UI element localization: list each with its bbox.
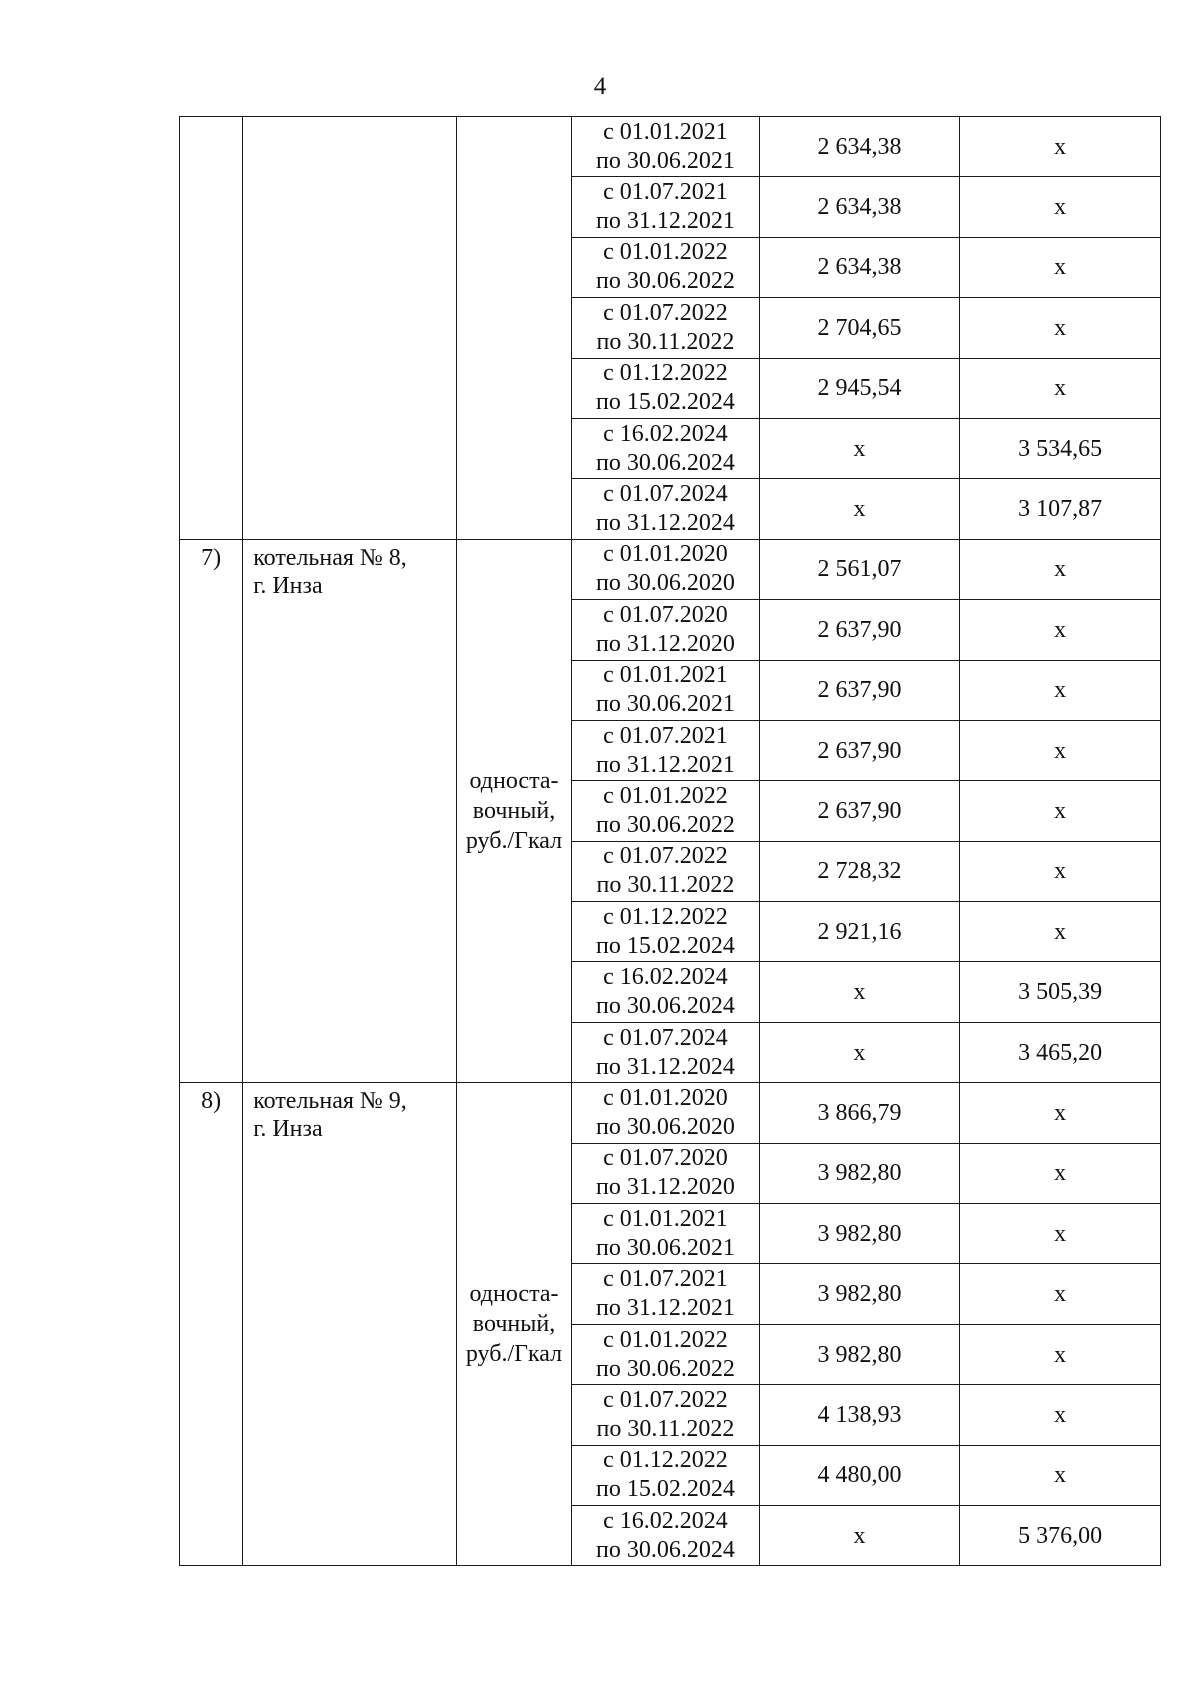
period-from: с 01.01.2021: [603, 1205, 728, 1232]
period-cell: [572, 600, 760, 660]
period-from: с 01.12.2022: [603, 1447, 728, 1474]
period-to: по 30.11.2022: [596, 1415, 735, 1442]
period-cell: [572, 660, 760, 720]
tariff-value-1-cell: 2 561,07: [759, 539, 960, 599]
tariff-value-2-cell: х: [960, 539, 1161, 599]
period-cell: [572, 479, 760, 539]
period-cell: [572, 117, 760, 177]
period-cell: [572, 237, 760, 297]
period-to: по 31.12.2024: [596, 1053, 735, 1080]
period-from: с 01.07.2024: [603, 481, 728, 508]
tariff-value-2-cell: х: [960, 1083, 1161, 1143]
period-cell: [572, 1505, 760, 1565]
tariff-value-1-cell: 2 728,32: [759, 841, 960, 901]
tariff-type-line: односта-: [469, 1281, 559, 1308]
period-from: с 01.01.2021: [603, 662, 728, 689]
tariff-value-1-cell: 2 637,90: [759, 720, 960, 780]
period-to: по 30.06.2021: [596, 691, 735, 718]
period-to: по 31.12.2021: [596, 1295, 735, 1322]
tariff-value-1-cell: х: [759, 1022, 960, 1082]
period-from: с 01.12.2022: [603, 903, 728, 930]
period-to: по 30.06.2020: [596, 570, 735, 597]
tariff-value-1-cell: 2 634,38: [759, 177, 960, 237]
tariff-value-1-cell: 2 945,54: [759, 358, 960, 418]
page-number: 4: [593, 73, 607, 100]
tariff-value-2-cell: х: [960, 298, 1161, 358]
tariff-type-line: руб./Гкал: [465, 827, 563, 854]
tariff-value-1-cell: 3 982,80: [759, 1264, 960, 1324]
tariff-value-2-cell: х: [960, 720, 1161, 780]
tariff-value-1-cell: 2 637,90: [759, 781, 960, 841]
period-from: с 01.01.2022: [603, 782, 728, 809]
tariff-value-2-cell: х: [960, 358, 1161, 418]
item-number-cell: [180, 117, 243, 540]
period-from: с 16.02.2024: [603, 964, 728, 991]
period-from: с 01.12.2022: [603, 360, 728, 387]
period-to: по 31.12.2020: [596, 1174, 735, 1201]
period-from: с 01.07.2022: [603, 299, 728, 326]
period-to: по 15.02.2024: [596, 932, 735, 959]
tariff-type-line: руб./Гкал: [465, 1341, 563, 1368]
tariff-value-1-cell: 3 982,80: [759, 1143, 960, 1203]
tariff-type-cell: [456, 539, 571, 1083]
period-to: по 30.11.2022: [596, 328, 735, 355]
period-from: с 01.01.2022: [603, 239, 728, 266]
period-from: с 16.02.2024: [603, 1507, 728, 1534]
period-cell: [572, 358, 760, 418]
period-cell: [572, 539, 760, 599]
tariff-value-2-cell: х: [960, 781, 1161, 841]
tariff-value-2-cell: 3 107,87: [960, 479, 1161, 539]
period-to: по 30.06.2022: [596, 1355, 735, 1382]
tariff-value-2-cell: х: [960, 600, 1161, 660]
tariff-value-2-cell: 3 505,39: [960, 962, 1161, 1022]
period-cell: [572, 418, 760, 478]
period-to: по 31.12.2024: [596, 510, 735, 537]
boiler-name-line: котельная № 9,: [253, 1088, 407, 1115]
period-to: по 30.06.2021: [596, 147, 735, 174]
tariff-value-2-cell: х: [960, 902, 1161, 962]
period-cell: [572, 962, 760, 1022]
period-cell: [572, 1143, 760, 1203]
period-to: по 30.06.2022: [596, 268, 735, 295]
period-to: по 15.02.2024: [596, 1476, 735, 1503]
boiler-name-cell: [243, 1083, 457, 1566]
table-row: [180, 1083, 1161, 1143]
period-to: по 31.12.2020: [596, 630, 735, 657]
period-from: с 01.01.2021: [603, 118, 728, 145]
period-cell: [572, 720, 760, 780]
period-from: с 01.01.2022: [603, 1326, 728, 1353]
period-to: по 30.06.2024: [596, 1536, 735, 1563]
tariff-value-1-cell: 3 866,79: [759, 1083, 960, 1143]
tariff-value-2-cell: х: [960, 1264, 1161, 1324]
tariff-value-2-cell: х: [960, 1204, 1161, 1264]
period-cell: [572, 902, 760, 962]
tariff-type-line: односта-: [469, 767, 559, 794]
period-cell: [572, 1083, 760, 1143]
tariff-value-2-cell: х: [960, 841, 1161, 901]
tariff-value-1-cell: 4 480,00: [759, 1445, 960, 1505]
boiler-name-cell: [243, 117, 457, 540]
table-row: [180, 539, 1161, 599]
tariff-value-2-cell: х: [960, 1445, 1161, 1505]
tariff-value-1-cell: х: [759, 1505, 960, 1565]
period-cell: [572, 177, 760, 237]
period-cell: [572, 1385, 760, 1445]
tariff-type-line: вочный,: [472, 1311, 556, 1338]
boiler-name-cell: [243, 539, 457, 1083]
period-to: по 30.06.2022: [596, 811, 735, 838]
tariff-type-cell: [456, 1083, 571, 1566]
table-row: [180, 117, 1161, 177]
tariff-value-2-cell: х: [960, 660, 1161, 720]
period-from: с 01.07.2024: [603, 1024, 728, 1051]
period-to: по 30.06.2024: [596, 993, 735, 1020]
period-from: с 01.01.2020: [603, 1084, 728, 1111]
period-cell: [572, 1445, 760, 1505]
tariff-value-1-cell: х: [759, 479, 960, 539]
period-cell: [572, 841, 760, 901]
item-number-cell: 8): [180, 1083, 243, 1566]
period-from: с 16.02.2024: [603, 420, 728, 447]
period-from: с 01.07.2022: [603, 1386, 728, 1413]
tariff-value-1-cell: 2 634,38: [759, 237, 960, 297]
tariff-type-cell: [456, 117, 571, 540]
period-from: с 01.07.2021: [603, 179, 728, 206]
period-from: с 01.07.2022: [603, 843, 728, 870]
tariff-type-line: вочный,: [472, 797, 556, 824]
period-from: с 01.07.2021: [603, 1266, 728, 1293]
tariff-value-1-cell: 2 921,16: [759, 902, 960, 962]
tariff-value-1-cell: 3 982,80: [759, 1204, 960, 1264]
period-from: с 01.07.2020: [603, 601, 728, 628]
tariff-value-1-cell: х: [759, 418, 960, 478]
period-to: по 30.06.2021: [596, 1234, 735, 1261]
period-cell: [572, 781, 760, 841]
tariff-value-1-cell: х: [759, 962, 960, 1022]
period-cell: [572, 1264, 760, 1324]
tariff-value-1-cell: 3 982,80: [759, 1324, 960, 1384]
period-to: по 15.02.2024: [596, 389, 735, 416]
tariff-value-1-cell: 4 138,93: [759, 1385, 960, 1445]
period-cell: [572, 1324, 760, 1384]
period-to: по 31.12.2021: [596, 751, 735, 778]
tariff-value-1-cell: 2 634,38: [759, 117, 960, 177]
period-from: с 01.01.2020: [603, 541, 728, 568]
item-number-cell: 7): [180, 539, 243, 1083]
period-to: по 30.06.2024: [596, 449, 735, 476]
period-to: по 31.12.2021: [596, 208, 735, 235]
boiler-name-line: котельная № 8,: [253, 544, 407, 571]
tariff-value-2-cell: 3 465,20: [960, 1022, 1161, 1082]
period-cell: [572, 1204, 760, 1264]
boiler-name-line: г. Инза: [253, 1116, 323, 1143]
tariff-table-body: [180, 117, 1161, 1566]
tariff-value-2-cell: х: [960, 1324, 1161, 1384]
tariff-table: [179, 116, 1161, 1566]
period-from: с 01.07.2020: [603, 1145, 728, 1172]
tariff-value-2-cell: х: [960, 117, 1161, 177]
tariff-value-1-cell: 2 637,90: [759, 660, 960, 720]
tariff-value-2-cell: х: [960, 1385, 1161, 1445]
tariff-value-1-cell: 2 637,90: [759, 600, 960, 660]
tariff-value-2-cell: х: [960, 177, 1161, 237]
tariff-value-2-cell: 5 376,00: [960, 1505, 1161, 1565]
period-to: по 30.11.2022: [596, 872, 735, 899]
period-cell: [572, 1022, 760, 1082]
period-to: по 30.06.2020: [596, 1113, 735, 1140]
period-cell: [572, 298, 760, 358]
tariff-value-1-cell: 2 704,65: [759, 298, 960, 358]
tariff-value-2-cell: х: [960, 1143, 1161, 1203]
tariff-value-2-cell: 3 534,65: [960, 418, 1161, 478]
tariff-value-2-cell: х: [960, 237, 1161, 297]
boiler-name-line: г. Инза: [253, 572, 323, 599]
period-from: с 01.07.2021: [603, 722, 728, 749]
